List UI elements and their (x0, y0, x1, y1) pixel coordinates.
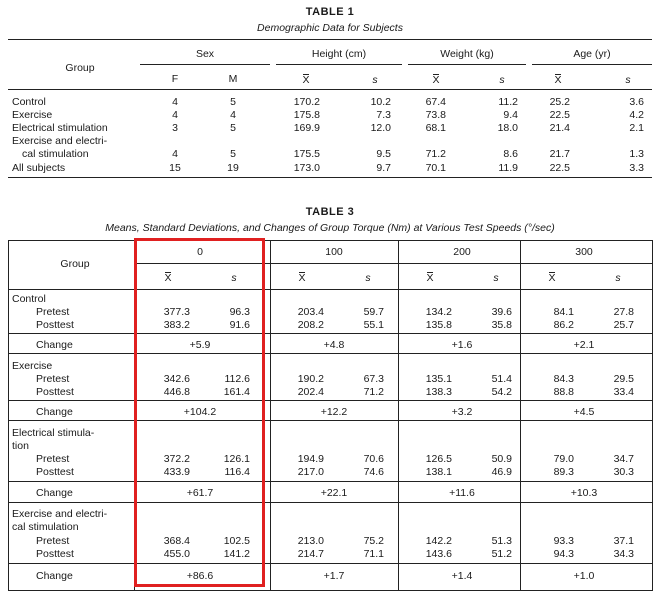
table3-pretest-sd: 51.4 (491, 373, 512, 385)
table1-weight-sd: 8.6 (503, 148, 518, 160)
table3-pretest-label: Pretest (36, 535, 70, 547)
table3-speed-header: 300 (575, 246, 593, 258)
table3-pretest-sd: 29.5 (613, 373, 634, 385)
table3-change-value: +61.7 (186, 487, 214, 499)
table1-weight-sd-header: s (499, 74, 505, 86)
table1-m-header: M (228, 73, 238, 85)
table3-sd-header: s (365, 272, 371, 284)
table1-age-mean: 21.4 (549, 122, 570, 134)
table3-pretest-mean: 84.3 (553, 373, 574, 385)
table1-age-mean: 22.5 (549, 109, 570, 121)
table3-pretest-sd: 102.5 (223, 535, 250, 547)
table3-posttest-mean: 89.3 (553, 466, 574, 478)
table3-posttest-mean: 135.8 (425, 319, 452, 331)
table1-weight-sd: 11.2 (498, 96, 518, 108)
table3-pretest-sd: 96.3 (229, 306, 250, 318)
table3-change-label: Change (36, 570, 73, 582)
table3-sd-header: s (615, 272, 621, 284)
table1-f-header: F (171, 73, 179, 85)
table3-posttest-label: Posttest (36, 319, 74, 331)
table1-f: 4 (172, 96, 178, 108)
table1-age-mean: 22.5 (549, 162, 570, 174)
table1-m: 5 (230, 122, 236, 134)
table1-weight-mean: 70.1 (425, 162, 446, 174)
table3-change-value: +1.4 (451, 570, 473, 582)
table1-weight-mean: 73.8 (425, 109, 446, 121)
table1-age-sd: 2.1 (629, 122, 644, 134)
table3-pretest-mean: 135.1 (425, 373, 452, 385)
table3-group-name: Exercise (12, 360, 53, 372)
table3-pretest-mean: 126.5 (425, 453, 452, 465)
table3-pretest-sd: 34.7 (613, 453, 634, 465)
table1-header-rule (8, 89, 652, 90)
table1-age-sd-header: s (625, 74, 631, 86)
table1-height-mean: 173.0 (293, 162, 320, 174)
table1-age-mean-header (548, 74, 568, 86)
table3-pretest-label: Pretest (36, 453, 70, 465)
table1-age-rule (532, 64, 652, 65)
table3-change-value: +1.0 (573, 570, 595, 582)
table3-header-border (8, 289, 652, 290)
table3-posttest-sd: 71.2 (363, 386, 384, 398)
table1-row-label: Control (12, 96, 46, 108)
table3-mean-header (542, 272, 562, 284)
table3-posttest-mean: 88.8 (553, 386, 574, 398)
table3-posttest-mean: 138.3 (425, 386, 452, 398)
table1-height-rule (276, 64, 402, 65)
table1-height-mean: 175.5 (293, 148, 320, 160)
table3-speed-header: 100 (325, 246, 343, 258)
table3-posttest-sd: 34.3 (613, 548, 634, 560)
table1-bottom-rule (8, 177, 652, 178)
table3-posttest-mean: 143.6 (425, 548, 452, 560)
table1-weight-header: Weight (kg) (440, 48, 494, 60)
table1-weight-rule (408, 64, 526, 65)
table1-age-sd: 4.2 (629, 109, 644, 121)
table3-speed-header: 0 (197, 246, 203, 258)
table3-posttest-sd: 161.4 (223, 386, 250, 398)
table1-f: 4 (172, 109, 178, 121)
mean-symbol: X (298, 272, 306, 284)
table1-height-sd: 9.7 (376, 162, 391, 174)
table1-weight-sd: 9.4 (503, 109, 518, 121)
table3-change-label: Change (36, 339, 73, 351)
table3-pretest-sd: 59.7 (363, 306, 384, 318)
table3-group-name: tion (12, 440, 29, 452)
table3-group-name: Exercise and electri- (12, 508, 108, 520)
table3-posttest-sd: 30.3 (613, 466, 634, 478)
table3-group-name: Control (12, 293, 46, 305)
table3-mean-header (420, 272, 440, 284)
table3-pretest-mean: 377.3 (163, 306, 190, 318)
table3-pretest-label: Pretest (36, 373, 70, 385)
table3-pretest-mean: 93.3 (553, 535, 574, 547)
table1-m: 5 (230, 96, 236, 108)
table1-height-mean: 175.8 (293, 109, 320, 121)
table1-group-header: Group (65, 62, 95, 74)
table1-height-sd: 12.0 (370, 122, 391, 134)
table1-f: 4 (172, 148, 178, 160)
table3-change-rule (8, 400, 652, 401)
table3-group-header: Group (60, 258, 90, 270)
mean-symbol: X (554, 74, 562, 86)
table3-posttest-label: Posttest (36, 386, 74, 398)
table3-posttest-sd: 116.4 (224, 466, 250, 478)
table1-row-label: All subjects (12, 162, 66, 174)
table3-posttest-sd: 71.1 (363, 548, 384, 560)
table3-pretest-mean: 372.2 (163, 453, 190, 465)
table3-pretest-sd: 67.3 (363, 373, 384, 385)
table3-posttest-sd: 74.6 (363, 466, 384, 478)
table3-group-rule (8, 502, 652, 503)
table3-speed-header: 200 (453, 246, 471, 258)
table3-left-border (8, 240, 9, 591)
table3-group-name: cal stimulation (12, 521, 79, 533)
table3-posttest-mean: 433.9 (163, 466, 190, 478)
table3-posttest-sd: 51.2 (491, 548, 512, 560)
table3-posttest-mean: 217.0 (297, 466, 324, 478)
table1-weight-mean-header (426, 74, 446, 86)
table3-posttest-sd: 91.6 (229, 319, 250, 331)
table1-top-rule (8, 39, 652, 40)
table3-change-label: Change (36, 487, 73, 499)
table3-posttest-mean: 208.2 (297, 319, 324, 331)
mean-symbol: X (548, 272, 556, 284)
table1-weight-sd: 11.9 (498, 162, 518, 174)
mean-symbol: X (426, 272, 434, 284)
table1-row-label-cont: cal stimulation (22, 148, 89, 160)
table3-title: TABLE 3 (305, 206, 355, 218)
table1-weight-sd: 18.0 (497, 122, 518, 134)
table3-change-value: +10.3 (570, 487, 598, 499)
table1-height-header: Height (cm) (311, 48, 367, 60)
table3-posttest-sd: 25.7 (613, 319, 634, 331)
table1-f: 15 (169, 162, 181, 174)
table1-row-label: Exercise and electri- (12, 135, 108, 147)
table3-pretest-sd: 51.3 (491, 535, 512, 547)
table3-change-rule (8, 563, 652, 564)
mean-symbol: X (432, 74, 440, 86)
table1-m: 5 (230, 148, 236, 160)
table1-age-header: Age (yr) (573, 48, 611, 60)
table3-change-value: +3.2 (451, 406, 473, 418)
table3-posttest-mean: 94.3 (553, 548, 574, 560)
table3-posttest-label: Posttest (36, 548, 74, 560)
table3-change-value: +11.6 (449, 487, 475, 499)
table1-row-label: Electrical stimulation (12, 122, 108, 134)
table3-group-name: Electrical stimula- (12, 427, 95, 439)
table3-posttest-mean: 86.2 (553, 319, 574, 331)
table1-height-sd: 10.2 (370, 96, 391, 108)
table3-pretest-sd: 27.8 (613, 306, 634, 318)
table3-posttest-mean: 446.8 (163, 386, 190, 398)
table3-pretest-sd: 50.9 (491, 453, 512, 465)
table3-right-border (652, 240, 653, 591)
table3-pretest-mean: 84.1 (553, 306, 574, 318)
table3-posttest-sd: 54.2 (491, 386, 512, 398)
table3-change-value: +104.2 (183, 406, 217, 418)
table1-height-mean: 170.2 (293, 96, 320, 108)
table3-posttest-sd: 35.8 (491, 319, 512, 331)
table1-m: 19 (227, 162, 239, 174)
table3-posttest-mean: 138.1 (425, 466, 452, 478)
table3-posttest-mean: 214.7 (297, 548, 324, 560)
table3-change-value: +1.6 (451, 339, 473, 351)
table1-height-mean: 169.9 (293, 122, 320, 134)
mean-symbol: X (302, 74, 310, 86)
table1-height-sd: 7.3 (376, 109, 391, 121)
table1-title: TABLE 1 (305, 6, 355, 18)
table1-m: 4 (230, 109, 236, 121)
table3-pretest-sd: 39.6 (491, 306, 512, 318)
table3-change-value: +1.7 (323, 570, 345, 582)
table1-age-mean: 21.7 (549, 148, 570, 160)
table3-caption: Means, Standard Deviations, and Changes of Group Torque (Nm) at Various Test Speeds (°/sec) (105, 222, 555, 234)
table1-caption: Demographic Data for Subjects (257, 22, 403, 34)
table3-group-rule (8, 420, 652, 421)
table3-sd-header: s (493, 272, 499, 284)
table1-weight-mean: 67.4 (425, 96, 446, 108)
table3-pretest-mean: 79.0 (553, 453, 574, 465)
table3-change-value: +22.1 (320, 487, 348, 499)
table3-posttest-sd: 33.4 (613, 386, 634, 398)
table3-change-value: +86.6 (186, 570, 214, 582)
table1-weight-mean: 68.1 (425, 122, 446, 134)
table3-pretest-mean: 342.6 (163, 373, 190, 385)
table1-age-sd: 3.3 (629, 162, 644, 174)
table3-posttest-sd: 46.9 (491, 466, 512, 478)
table3-pretest-mean: 194.9 (297, 453, 324, 465)
table1-f: 3 (172, 122, 178, 134)
table3-pretest-mean: 203.4 (297, 306, 324, 318)
table3-pretest-sd: 70.6 (363, 453, 384, 465)
table3-pretest-mean: 134.2 (425, 306, 452, 318)
highlight-box-speed-0 (134, 238, 265, 587)
table3-change-value: +12.2 (320, 406, 348, 418)
table3-sd-header: s (231, 272, 237, 284)
table1-sex-header: Sex (195, 48, 215, 60)
table3-pretest-mean: 213.0 (297, 535, 324, 547)
table3-posttest-label: Posttest (36, 466, 74, 478)
table3-posttest-mean: 455.0 (163, 548, 190, 560)
table3-pretest-mean: 368.4 (163, 535, 190, 547)
table3-pretest-mean: 190.2 (297, 373, 324, 385)
table3-change-value: +4.5 (573, 406, 595, 418)
table3-pretest-sd: 112.6 (224, 373, 250, 385)
table3-change-label: Change (36, 406, 73, 418)
table3-change-value: +2.1 (573, 339, 595, 351)
table3-top-border (8, 240, 652, 241)
table3-pretest-sd: 75.2 (363, 535, 384, 547)
table1-height-sd: 9.5 (376, 148, 391, 160)
table1-height-mean-header (296, 74, 316, 86)
table1-sex-rule (140, 64, 270, 65)
table3-change-value: +5.9 (189, 339, 211, 351)
table3-change-rule (8, 481, 652, 482)
table3-change-value: +4.8 (323, 339, 345, 351)
table3-group-rule (8, 353, 652, 354)
table3-pretest-sd: 126.1 (223, 453, 250, 465)
table1-age-mean: 25.2 (549, 96, 570, 108)
table3-change-rule (8, 333, 652, 334)
mean-symbol: X (164, 272, 172, 284)
table3-bottom-border (8, 590, 652, 591)
table3-pretest-sd: 37.1 (613, 535, 634, 547)
table1-age-sd: 3.6 (629, 96, 644, 108)
table3-posttest-mean: 383.2 (163, 319, 190, 331)
table3-pretest-label: Pretest (36, 306, 70, 318)
table3-mean-header (292, 272, 312, 284)
table3-posttest-sd: 141.2 (223, 548, 250, 560)
table1-row-label: Exercise (12, 109, 53, 121)
table1-age-sd: 1.3 (629, 148, 644, 160)
table3-pretest-mean: 142.2 (425, 535, 452, 547)
table3-posttest-mean: 202.4 (297, 386, 324, 398)
table1-height-sd-header: s (372, 74, 378, 86)
table3-posttest-sd: 55.1 (363, 319, 384, 331)
table1-weight-mean: 71.2 (425, 148, 446, 160)
